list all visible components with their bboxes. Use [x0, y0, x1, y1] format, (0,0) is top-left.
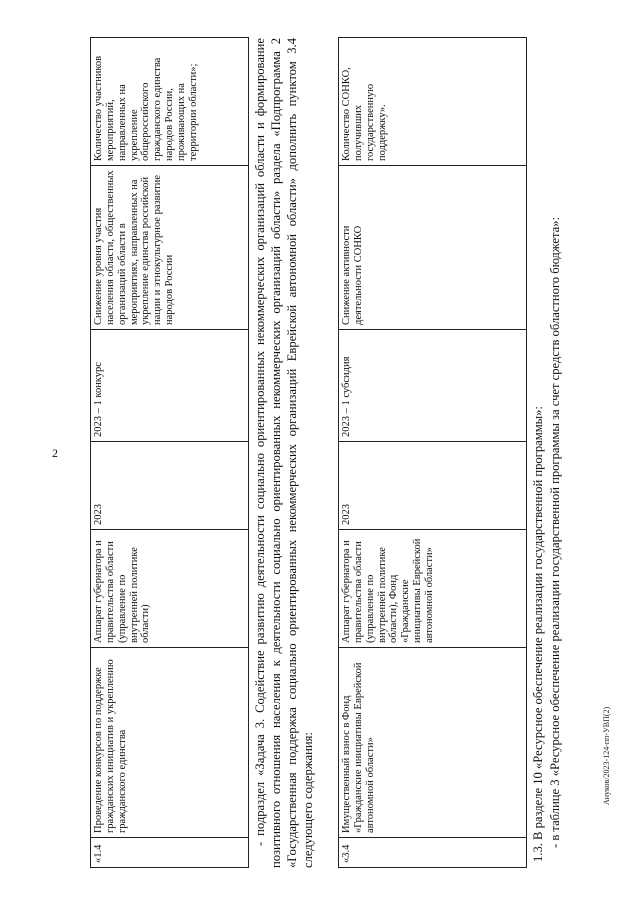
table-row: [91, 38, 249, 868]
measures-table-addition: [338, 37, 527, 868]
document-code: Aнуков/2023-124-пп-УВП(2): [602, 706, 611, 805]
table-3-heading: - в таблице 3 «Ресурсное обеспечение реализации государственной программы за счет средств областного бюджета»:: [548, 217, 562, 848]
row-number: «1.4: [91, 838, 249, 868]
implementation-year: 2023: [91, 442, 249, 530]
result-if-not-implemented: Снижение уровня участия населения области, общественных организаций области в мероприятиях, направленных на укрепление единства российской нации и этнокультурное развитие народов России: [91, 166, 249, 330]
rotated-content: [90, 38, 560, 868]
event-name: Имущественный взнос в Фонд «Гражданские инициативы Еврейской автономной области»: [339, 648, 527, 838]
section-10-heading: 1.3. В разделе 10 «Ресурсное обеспечение реализации государственной программы»:: [531, 406, 545, 862]
table-row: [339, 38, 527, 868]
executor: Аппарат губернатора и правительства области (управление по внутренней политике области), Фонд «Гражданские инициативы Еврейской автономной области»: [339, 530, 527, 648]
connection-indicator: Количество СОНКО, получивших государственную поддержку».: [339, 38, 527, 166]
row-number: «3.4: [339, 838, 527, 868]
indicator: 2023 – 1 конкурс: [91, 330, 249, 442]
page-number: 2: [52, 446, 58, 460]
measures-table: [90, 37, 249, 868]
section-amendment-text: - подраздел «Задача 3. Содействие развитию деятельности социально ориентированных некоммерческих организаций области и формирование позитивного отношения населения к деятельности социально ориентированных некоммерческих организаций области» раздела «Подпрограмма 2 «Государственная поддержка социально ориентированных некоммерческих организаций Еврейской автономной области» дополнить пунктом 3.4 следующего содержания:: [253, 38, 316, 868]
event-name: Проведение конкурсов по поддержке гражданских инициатив и укреплению гражданского единства: [91, 648, 249, 838]
implementation-year: 2023: [339, 442, 527, 530]
result-if-not-implemented: Снижение активности деятельности СОНКО: [339, 166, 527, 330]
connection-indicator: Количество участников мероприятий, направленных на укрепление общероссийского гражданского единства народов России, проживающих на территории области»;: [91, 38, 249, 166]
indicator: 2023 – 1 субсидия: [339, 330, 527, 442]
executor: Аппарат губернатора и правительства области (управление по внутренней политике области): [91, 530, 249, 648]
